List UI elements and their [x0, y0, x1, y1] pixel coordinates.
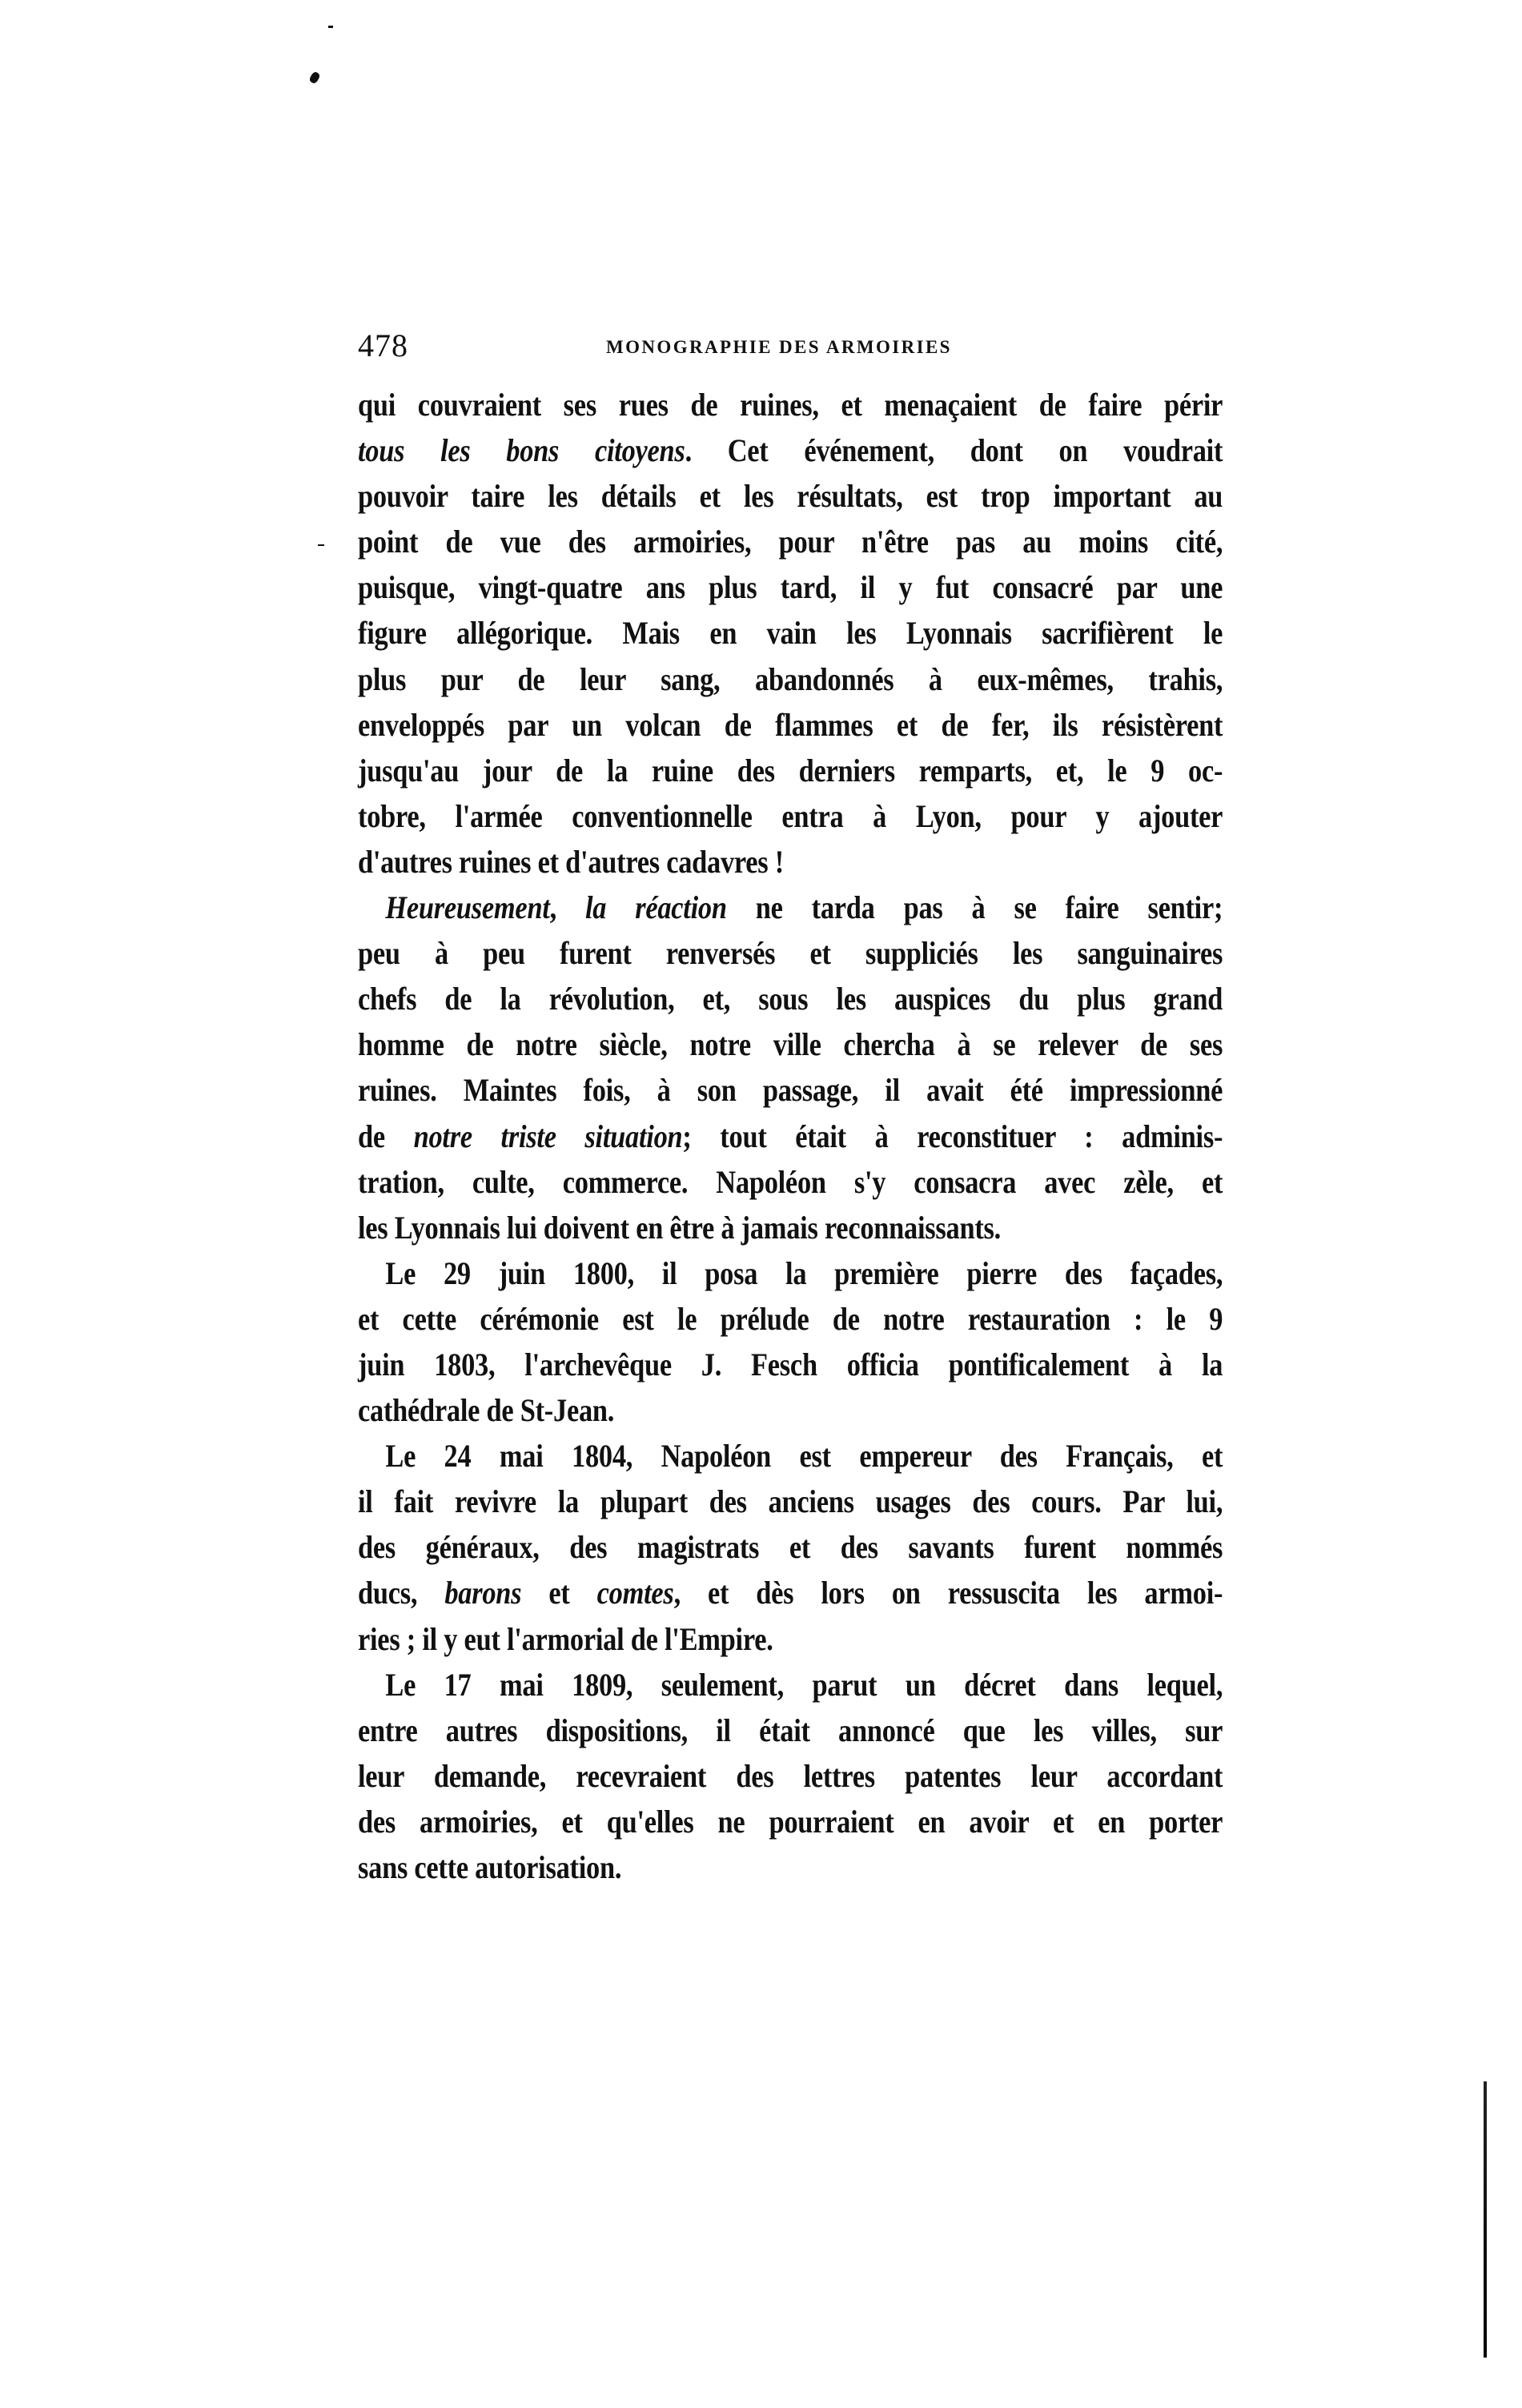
- text-run: les Lyonnais lui doivent en être à jamais reconnaissants.: [358, 1209, 1002, 1246]
- italic-run: Heureusement: [385, 889, 550, 926]
- text-line: [358, 473, 1223, 519]
- text-line: [358, 1708, 1223, 1753]
- scan-speck: [318, 544, 324, 546]
- text-line: [358, 702, 1223, 748]
- text-line: [358, 930, 1223, 976]
- text-line: [358, 1205, 1223, 1250]
- text-line: [358, 1250, 1223, 1296]
- text-line: [358, 1296, 1223, 1342]
- text-run: des armoiries, et qu'elles ne pourraient en avoir et en porter: [358, 1803, 1223, 1840]
- text-run: pouvoir taire les détails et les résultats, est trop important au: [358, 478, 1223, 515]
- scan-speck: [308, 70, 321, 84]
- text-run: de: [358, 1118, 414, 1154]
- text-run: entre autres dispositions, il était annoncé que les villes, sur: [358, 1712, 1223, 1748]
- text-line: [358, 793, 1223, 839]
- paragraph: [358, 1250, 1223, 1433]
- italic-run: comtes: [596, 1575, 674, 1611]
- text-run: et cette cérémonie est le prélude de notre restauration : le 9: [358, 1300, 1223, 1337]
- text-run: ducs,: [358, 1575, 445, 1611]
- paragraph: [358, 1662, 1223, 1890]
- text-run: , et dès lors on ressuscita les armoi-: [673, 1575, 1223, 1611]
- text-line: [358, 1433, 1223, 1479]
- text-line: [358, 1067, 1223, 1113]
- text-run: chefs de la révolution, et, sous les auspices du plus grand: [358, 981, 1223, 1017]
- text-run: tration, culte, commerce. Napoléon s'y consacra avec zèle, et: [358, 1163, 1223, 1200]
- text-line: [358, 976, 1223, 1021]
- text-run: point de vue des armoiries, pour n'être pas au moins cité,: [358, 524, 1223, 560]
- text-run: Le 29 juin 1800, il posa la première pierre des façades,: [385, 1254, 1223, 1291]
- text-run: enveloppés par un volcan de flammes et de fer, ils résistèrent: [358, 706, 1223, 743]
- page-number: 478: [358, 327, 408, 363]
- text-run: sans cette autorisation.: [358, 1849, 622, 1885]
- text-line: [358, 1799, 1223, 1844]
- text-run: homme de notre siècle, notre ville chercha à se relever de ses: [358, 1026, 1223, 1063]
- text-run: . Cet événement, dont on voudrait: [685, 432, 1223, 469]
- scan-speck: [328, 26, 333, 28]
- text-run: plus pur de leur sang, abandonnés à eux-mêmes, trahis,: [358, 660, 1223, 697]
- text-run: leur demande, recevraient des lettres patentes leur accordant: [358, 1757, 1223, 1794]
- text-run: et: [521, 1575, 597, 1611]
- italic-run: notre triste situation: [413, 1118, 683, 1154]
- text-line: [358, 1479, 1223, 1524]
- text-line: [358, 1159, 1223, 1205]
- text-line: [358, 519, 1223, 564]
- text-run: d'autres ruines et d'autres cadavres !: [358, 843, 784, 880]
- text-line: [358, 1753, 1223, 1799]
- italic-run: tous les bons citoyens: [358, 432, 685, 469]
- text-line: [358, 1387, 1223, 1433]
- running-title: MONOGRAPHIE DES ARMOIRIES: [606, 337, 952, 357]
- italic-run: barons: [444, 1575, 522, 1611]
- text-line: [358, 748, 1223, 793]
- text-line: [358, 839, 1223, 885]
- text-line: [358, 1114, 1223, 1159]
- text-line: [358, 1570, 1223, 1615]
- text-line: [358, 656, 1223, 702]
- text-line: [358, 564, 1223, 610]
- text-run: ; tout était à reconstituer : adminis-: [682, 1118, 1223, 1154]
- text-run: ruines. Maintes fois, à son passage, il avait été impressionné: [358, 1072, 1223, 1109]
- text-run: ne tarda pas à se faire sentir;: [726, 889, 1223, 926]
- body-text: [358, 382, 1223, 1890]
- paragraph: [358, 885, 1223, 1250]
- text-run: peu à peu furent renversés et suppliciés les sanguinaires: [358, 935, 1223, 972]
- text-run: cathédrale de St-Jean.: [358, 1392, 615, 1429]
- text-line: [358, 885, 1223, 930]
- italic-run: la réaction: [584, 889, 727, 926]
- text-line: [358, 610, 1223, 656]
- paragraph: [358, 1433, 1223, 1661]
- text-run: ,: [549, 889, 585, 926]
- text-line: [358, 1662, 1223, 1708]
- scan-edge-line: [1484, 2081, 1487, 2358]
- text-line: [358, 1342, 1223, 1387]
- text-line: [358, 382, 1223, 427]
- text-run: figure allégorique. Mais en vain les Lyonnais sacrifièrent le: [358, 615, 1223, 652]
- text-run: qui couvraient ses rues de ruines, et menaçaient de faire périr: [358, 387, 1223, 423]
- text-line: [358, 1021, 1223, 1067]
- text-run: des généraux, des magistrats et des savants furent nommés: [358, 1529, 1223, 1566]
- text-run: tobre, l'armée conventionnelle entra à Lyon, pour y ajouter: [358, 797, 1223, 834]
- text-line: [358, 1616, 1223, 1662]
- text-run: Le 24 mai 1804, Napoléon est empereur des Français, et: [385, 1438, 1223, 1475]
- text-run: puisque, vingt-quatre ans plus tard, il y fut consacré par une: [358, 569, 1223, 606]
- paragraph: [358, 382, 1223, 885]
- text-run: ries ; il y eut l'armorial de l'Empire.: [358, 1620, 773, 1657]
- text-run: jusqu'au jour de la ruine des derniers remparts, et, le 9 oc-: [358, 752, 1223, 789]
- text-line: [358, 427, 1223, 473]
- text-line: [358, 1844, 1223, 1890]
- text-run: Le 17 mai 1809, seulement, parut un décret dans lequel,: [385, 1666, 1223, 1703]
- text-run: il fait revivre la plupart des anciens usages des cours. Par lui,: [358, 1483, 1223, 1520]
- text-run: juin 1803, l'archevêque J. Fesch officia pontificalement à la: [358, 1346, 1223, 1383]
- text-line: [358, 1524, 1223, 1570]
